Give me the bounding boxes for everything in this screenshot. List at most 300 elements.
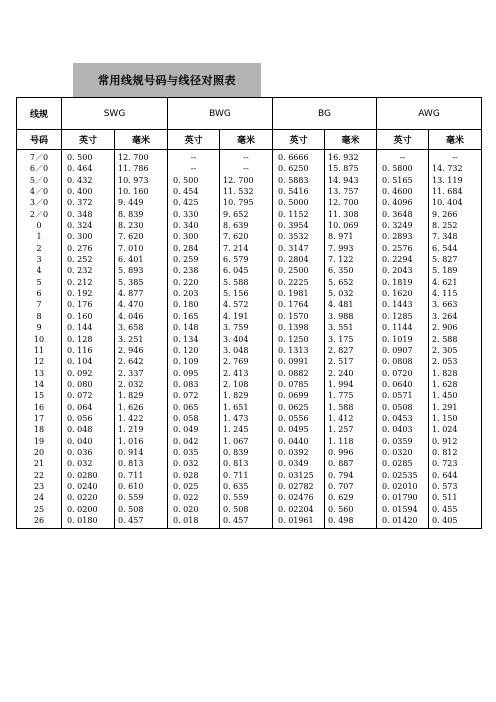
table-cell: 0. 092	[67, 368, 93, 378]
table-cell: 0. 109	[173, 357, 199, 367]
table-cell: 1	[36, 232, 42, 242]
table-cell: 0. 032	[67, 459, 93, 469]
table-cell: 0. 259	[173, 255, 199, 265]
table-cell: 0. 1981	[278, 289, 309, 299]
table-cell: 1. 994	[328, 379, 354, 389]
table-cell: 10. 795	[223, 198, 254, 208]
table-cell: 0. 635	[223, 481, 249, 491]
table-cell: 0. 4600	[382, 187, 413, 197]
table-cell: 0. 028	[173, 470, 199, 480]
table-cell: 0. 022	[173, 493, 199, 503]
table-cell: 10. 973	[118, 175, 149, 185]
table-cell: 0. 048	[67, 425, 93, 435]
table-cell: 0. 1443	[382, 300, 413, 310]
table-cell: --	[243, 164, 249, 174]
table-cell: 6	[36, 289, 42, 299]
table-cell: 0. 134	[173, 334, 199, 344]
table-cell: 0. 040	[67, 436, 93, 446]
table-cell: 0. 0403	[382, 425, 413, 435]
table-cell: 0. 238	[173, 266, 199, 276]
table-cell: 0. 0280	[67, 470, 98, 480]
table-cell: 11. 308	[328, 209, 359, 219]
table-cell: 0. 0508	[382, 402, 413, 412]
table-cell: 0. 0808	[382, 357, 413, 367]
table-cell: 1. 412	[328, 413, 354, 423]
table-cell: 0. 0349	[278, 459, 309, 469]
table-cell: 2. 827	[328, 345, 354, 355]
table-cell: 6／0	[29, 164, 49, 174]
table-cell: 0. 2804	[278, 255, 309, 265]
table-cell: 0. 02535	[382, 470, 418, 480]
table-title: 常用线规号码与线径对照表	[73, 63, 261, 97]
table-cell: 21	[33, 459, 45, 469]
table-cell: 0. 0785	[278, 379, 309, 389]
table-cell: 0. 300	[67, 232, 93, 242]
table-cell: 0. 2294	[382, 255, 413, 265]
table-cell: 15. 875	[328, 164, 359, 174]
table-cell: 0. 0359	[382, 436, 413, 446]
table-cell: 5. 032	[328, 289, 354, 299]
table-cell: 0. 192	[67, 289, 93, 299]
table-cell: 7. 620	[118, 232, 144, 242]
table-cell: 0. 056	[67, 413, 93, 423]
table-cell: 1. 628	[432, 379, 458, 389]
table-cell: 5. 588	[223, 277, 249, 287]
table-cell: 3／0	[29, 198, 49, 208]
table-cell: 4. 481	[328, 300, 354, 310]
table-cell: 0. 02204	[278, 504, 314, 514]
wire-gauge-table	[16, 97, 482, 529]
table-cell: 9. 449	[118, 198, 144, 208]
table-cell: 0. 425	[173, 198, 199, 208]
table-cell: 0. 629	[328, 493, 354, 503]
table-cell: 1. 588	[328, 402, 354, 412]
table-cell: 23	[33, 481, 45, 491]
table-cell: 0. 01790	[382, 493, 418, 503]
table-cell: 2	[36, 243, 42, 253]
table-cell: 0. 2500	[278, 266, 309, 276]
header-bg-mm: 毫米	[325, 130, 377, 150]
table-cell: 0. 01420	[382, 516, 418, 525]
table-cell: 2. 305	[432, 345, 458, 355]
table-cell: 0. 083	[173, 379, 199, 389]
table-cell: 2. 906	[432, 323, 458, 333]
table-cell: 0. 5416	[278, 187, 309, 197]
table-cell: 3. 048	[223, 345, 249, 355]
table-cell: 0. 3249	[382, 221, 413, 231]
table-cell: 0. 348	[67, 209, 93, 219]
table-cell: 3. 663	[432, 300, 458, 310]
table-cell: 8. 639	[223, 221, 249, 231]
table-body-row	[17, 150, 482, 529]
table-cell: 0. 912	[432, 436, 458, 446]
table-cell: 0. 5883	[278, 175, 309, 185]
table-cell: --	[399, 153, 406, 162]
table-cell: 0. 0285	[382, 459, 413, 469]
table-cell: 1. 626	[118, 402, 144, 412]
gauge-number-column	[17, 150, 62, 529]
table-cell: 6. 544	[432, 243, 458, 253]
table-cell: 0. 4096	[382, 198, 413, 208]
table-cell: 0. 0180	[67, 516, 98, 525]
table-cell: 0. 707	[328, 481, 354, 491]
table-cell: 0. 610	[118, 481, 144, 491]
header-bg: BG	[273, 98, 377, 130]
table-cell: 0. 2043	[382, 266, 413, 276]
table-cell: 13	[33, 368, 45, 378]
table-cell: 4. 470	[118, 300, 144, 310]
table-cell: 0. 035	[173, 447, 199, 457]
table-cell: 0. 080	[67, 379, 93, 389]
table-cell: 0. 560	[328, 504, 354, 514]
table-cell: 2. 337	[118, 368, 144, 378]
table-cell: 0. 464	[67, 164, 93, 174]
header-awg-inch: 英寸	[377, 130, 429, 150]
table-cell: 0. 1570	[278, 311, 309, 321]
table-cell: 11	[33, 345, 45, 355]
table-cell: 0. 0220	[67, 493, 98, 503]
table-cell: 25	[33, 504, 45, 514]
table-cell: 0. 372	[67, 198, 93, 208]
table-cell: 0. 330	[173, 209, 199, 219]
table-cell: 0. 500	[173, 175, 199, 185]
table-cell: 0. 284	[173, 243, 199, 253]
table-cell: 0. 3648	[382, 209, 413, 219]
header-swg-mm: 毫米	[115, 130, 168, 150]
table-cell: 5	[36, 277, 42, 287]
table-cell: 4. 115	[432, 289, 458, 299]
table-cell: 0. 0991	[278, 357, 309, 367]
table-cell: 0. 5000	[278, 198, 309, 208]
table-cell: 3. 404	[223, 334, 249, 344]
table-cell: 0. 212	[67, 277, 93, 287]
table-cell: 0. 813	[223, 459, 249, 469]
table-cell: 0. 2576	[382, 243, 413, 253]
table-cell: 0. 454	[173, 187, 199, 197]
table-cell: 0. 144	[67, 323, 93, 333]
table-cell: 0. 072	[67, 391, 93, 401]
table-cell: 2. 642	[118, 357, 144, 367]
table-cell: 7. 993	[328, 243, 354, 253]
table-cell: 0. 049	[173, 425, 199, 435]
table-cell: 0. 812	[432, 447, 458, 457]
table-cell: 0. 1019	[382, 334, 413, 344]
table-cell: 20	[33, 447, 45, 457]
table-cell: 0. 276	[67, 243, 93, 253]
table-cell: 0. 01961	[278, 516, 314, 525]
table-cell: 1. 450	[432, 391, 458, 401]
swg-mm-column	[115, 150, 168, 529]
table-cell: 3. 551	[328, 323, 354, 333]
table-cell: --	[243, 153, 249, 162]
table-cell: 0. 508	[118, 504, 144, 514]
table-cell: 9	[36, 323, 42, 333]
table-cell: 0. 176	[67, 300, 93, 310]
header-bwg: BWG	[168, 98, 273, 130]
table-cell: 2. 053	[432, 357, 458, 367]
table-cell: 0. 300	[173, 232, 199, 242]
table-cell: 3. 251	[118, 334, 144, 344]
table-cell: 1. 775	[328, 391, 354, 401]
table-cell: 0. 457	[223, 516, 249, 525]
table-cell: 0. 036	[67, 447, 93, 457]
header-bwg-inch: 英寸	[168, 130, 220, 150]
table-cell: 0. 120	[173, 345, 199, 355]
table-cell: 17	[33, 413, 45, 423]
table-cell: 0. 996	[328, 447, 354, 457]
table-cell: 0. 0625	[278, 402, 309, 412]
table-cell: 0. 839	[223, 447, 249, 457]
table-cell: 0. 500	[67, 153, 93, 162]
table-cell: 0. 0453	[382, 413, 413, 423]
table-cell: 0. 032	[173, 459, 199, 469]
table-cell: 0. 1398	[278, 323, 309, 333]
table-cell: 12. 700	[223, 175, 254, 185]
table-cell: 12. 700	[328, 198, 359, 208]
awg-mm-column	[429, 150, 482, 529]
table-cell: 4. 877	[118, 289, 144, 299]
table-cell: 6. 579	[223, 255, 249, 265]
table-cell: 13. 757	[328, 187, 359, 197]
table-cell: 8. 230	[118, 221, 144, 231]
header-gauge-number: 号码	[17, 130, 62, 150]
table-cell: 0. 0495	[278, 425, 309, 435]
table-cell: 0. 1819	[382, 277, 413, 287]
header-awg: AWG	[377, 98, 482, 130]
table-cell: 2. 588	[432, 334, 458, 344]
table-cell: 0. 232	[67, 266, 93, 276]
table-cell: 0. 180	[173, 300, 199, 310]
table-cell: 22	[33, 470, 45, 480]
table-cell: 0. 6250	[278, 164, 309, 174]
table-cell: 2. 769	[223, 357, 249, 367]
table-cell: 1. 291	[432, 402, 458, 412]
table-cell: 8. 839	[118, 209, 144, 219]
table-cell: 0. 432	[67, 175, 93, 185]
table-cell: 1. 829	[223, 391, 249, 401]
table-cell: 11. 684	[432, 187, 463, 197]
awg-inch-column	[377, 150, 429, 529]
table-cell: 0. 813	[118, 459, 144, 469]
table-cell: 14	[33, 379, 45, 389]
table-cell: 0. 0200	[67, 504, 98, 514]
bg-inch-column	[273, 150, 325, 529]
table-cell: 16. 932	[328, 153, 359, 162]
table-cell: --	[190, 164, 197, 174]
table-cell: 0. 914	[118, 447, 144, 457]
table-cell: 1. 473	[223, 413, 249, 423]
swg-inch-column	[62, 150, 115, 529]
table-cell: 3. 264	[432, 311, 458, 321]
table-cell: 7. 010	[118, 243, 144, 253]
table-cell: 8. 971	[328, 232, 354, 242]
table-cell: 0. 0699	[278, 391, 309, 401]
table-cell: 0. 3532	[278, 232, 309, 242]
table-cell: 10. 160	[118, 187, 149, 197]
header-row-units	[17, 130, 482, 150]
table-cell: 0. 2893	[382, 232, 413, 242]
table-cell: 3. 658	[118, 323, 144, 333]
table-cell: 0. 03125	[278, 470, 314, 480]
table-cell: 0. 252	[67, 255, 93, 265]
table-cell: 0. 644	[432, 470, 458, 480]
table-cell: 0. 5165	[382, 175, 413, 185]
table-cell: 5. 156	[223, 289, 249, 299]
table-cell: 0. 0640	[382, 379, 413, 389]
table-cell: 3. 988	[328, 311, 354, 321]
table-cell: 7. 348	[432, 232, 458, 242]
table-cell: 4／0	[29, 187, 49, 197]
table-cell: 0. 1144	[382, 323, 413, 333]
table-cell: 5. 189	[432, 266, 458, 276]
table-cell: 0. 065	[173, 402, 199, 412]
table-cell: 0. 0571	[382, 391, 413, 401]
table-cell: 4. 191	[223, 311, 249, 321]
table-cell: 0. 064	[67, 402, 93, 412]
table-cell: 1. 651	[223, 402, 249, 412]
table-cell: 7. 122	[328, 255, 354, 265]
table-cell: 3. 175	[328, 334, 354, 344]
table-cell: 0. 02476	[278, 493, 314, 503]
table-cell: 0. 723	[432, 459, 458, 469]
table-cell: 2. 946	[118, 345, 144, 355]
table-cell: 5. 385	[118, 277, 144, 287]
table-cell: 0. 511	[432, 493, 458, 503]
table-cell: 2. 413	[223, 368, 249, 378]
table-cell: 0. 405	[432, 516, 458, 525]
table-cell: 0. 1313	[278, 345, 309, 355]
table-cell: 0. 104	[67, 357, 93, 367]
table-cell: 0. 072	[173, 391, 199, 401]
table-cell: 0. 2225	[278, 277, 309, 287]
table-cell: 7／0	[29, 153, 49, 162]
table-cell: 1. 257	[328, 425, 354, 435]
table-cell: 0. 128	[67, 334, 93, 344]
header-wire-gauge: 线规	[17, 98, 62, 130]
table-cell: 2. 108	[223, 379, 249, 389]
table-cell: 0. 400	[67, 187, 93, 197]
table-cell: 8	[36, 311, 42, 321]
table-cell: 0. 5800	[382, 164, 413, 174]
table-cell: 11. 786	[118, 164, 149, 174]
table-cell: 2. 517	[328, 357, 354, 367]
table-cell: 0. 116	[67, 345, 93, 355]
table-cell: 0. 573	[432, 481, 458, 491]
table-cell: 0. 559	[223, 493, 249, 503]
table-cell: 26	[33, 516, 45, 525]
table-cell: 4. 046	[118, 311, 144, 321]
table-cell: 7	[36, 300, 42, 310]
table-cell: 5. 827	[432, 255, 458, 265]
table-cell: 0. 0440	[278, 436, 309, 446]
table-cell: 2. 032	[118, 379, 144, 389]
table-cell: 0. 018	[173, 516, 199, 525]
table-cell: 9. 266	[432, 209, 458, 219]
table-cell: 0. 0882	[278, 368, 309, 378]
table-cell: 4	[36, 266, 42, 276]
table-cell: 0. 020	[173, 504, 199, 514]
table-cell: 7. 214	[223, 243, 249, 253]
header-swg-inch: 英寸	[62, 130, 115, 150]
header-row-groups	[17, 98, 482, 130]
table-cell: --	[452, 153, 458, 162]
table-cell: 0. 0556	[278, 413, 309, 423]
table-cell: 16	[33, 402, 45, 412]
header-awg-mm: 毫米	[429, 130, 482, 150]
table-cell: 10. 069	[328, 221, 359, 231]
table-cell: 0. 711	[118, 470, 144, 480]
table-cell: 10	[33, 334, 45, 344]
table-cell: 1. 118	[328, 436, 354, 446]
table-cell: 0. 498	[328, 516, 354, 525]
table-cell: 2／0	[29, 209, 49, 219]
table-cell: 0. 203	[173, 289, 199, 299]
table-cell: 0. 324	[67, 221, 93, 231]
table-cell: 10. 404	[432, 198, 463, 208]
table-cell: 12. 700	[118, 153, 149, 162]
table-cell: 4. 572	[223, 300, 249, 310]
table-cell: 1. 024	[432, 425, 458, 435]
table-cell: 0	[36, 221, 42, 231]
table-cell: 0. 058	[173, 413, 199, 423]
table-cell: 0. 1250	[278, 334, 309, 344]
table-cell: 0. 02782	[278, 481, 314, 491]
table-cell: 0. 6666	[278, 153, 309, 162]
table-cell: 0. 220	[173, 277, 199, 287]
table-cell: 3. 759	[223, 323, 249, 333]
table-cell: 0. 095	[173, 368, 199, 378]
table-cell: 0. 0907	[382, 345, 413, 355]
table-cell: 0. 1285	[382, 311, 413, 321]
table-cell: 1. 828	[432, 368, 458, 378]
table-cell: 0. 559	[118, 493, 144, 503]
table-cell: 0. 0320	[382, 447, 413, 457]
table-cell: 0. 025	[173, 481, 199, 491]
table-cell: 0. 3954	[278, 221, 309, 231]
table-cell: 2. 240	[328, 368, 354, 378]
table-cell: 6. 045	[223, 266, 249, 276]
bwg-mm-column	[220, 150, 273, 529]
table-cell: 4. 621	[432, 277, 458, 287]
table-cell: 0. 01594	[382, 504, 418, 514]
table-cell: 0. 1764	[278, 300, 309, 310]
table-cell: 5. 652	[328, 277, 354, 287]
table-cell: 0. 3147	[278, 243, 309, 253]
table-cell: 1. 829	[118, 391, 144, 401]
table-cell: 0. 165	[173, 311, 199, 321]
table-cell: 0. 1152	[278, 209, 309, 219]
table-cell: 1. 150	[432, 413, 458, 423]
bg-mm-column	[325, 150, 377, 529]
table-cell: 0. 340	[173, 221, 199, 231]
table-cell: 0. 887	[328, 459, 354, 469]
table-cell: 0. 794	[328, 470, 354, 480]
table-cell: 5／0	[29, 175, 49, 185]
table-cell: 0. 02010	[382, 481, 418, 491]
bwg-inch-column	[168, 150, 220, 529]
table-cell: --	[190, 153, 197, 162]
table-cell: 8. 252	[432, 221, 458, 231]
table-cell: 9. 652	[223, 209, 249, 219]
table-cell: 14. 732	[432, 164, 463, 174]
table-cell: 0. 148	[173, 323, 199, 333]
table-cell: 0. 0240	[67, 481, 98, 491]
table-cell: 0. 711	[223, 470, 249, 480]
table-cell: 6. 401	[118, 255, 144, 265]
table-cell: 0. 0720	[382, 368, 413, 378]
table-cell: 12	[33, 357, 45, 367]
header-bwg-mm: 毫米	[220, 130, 273, 150]
